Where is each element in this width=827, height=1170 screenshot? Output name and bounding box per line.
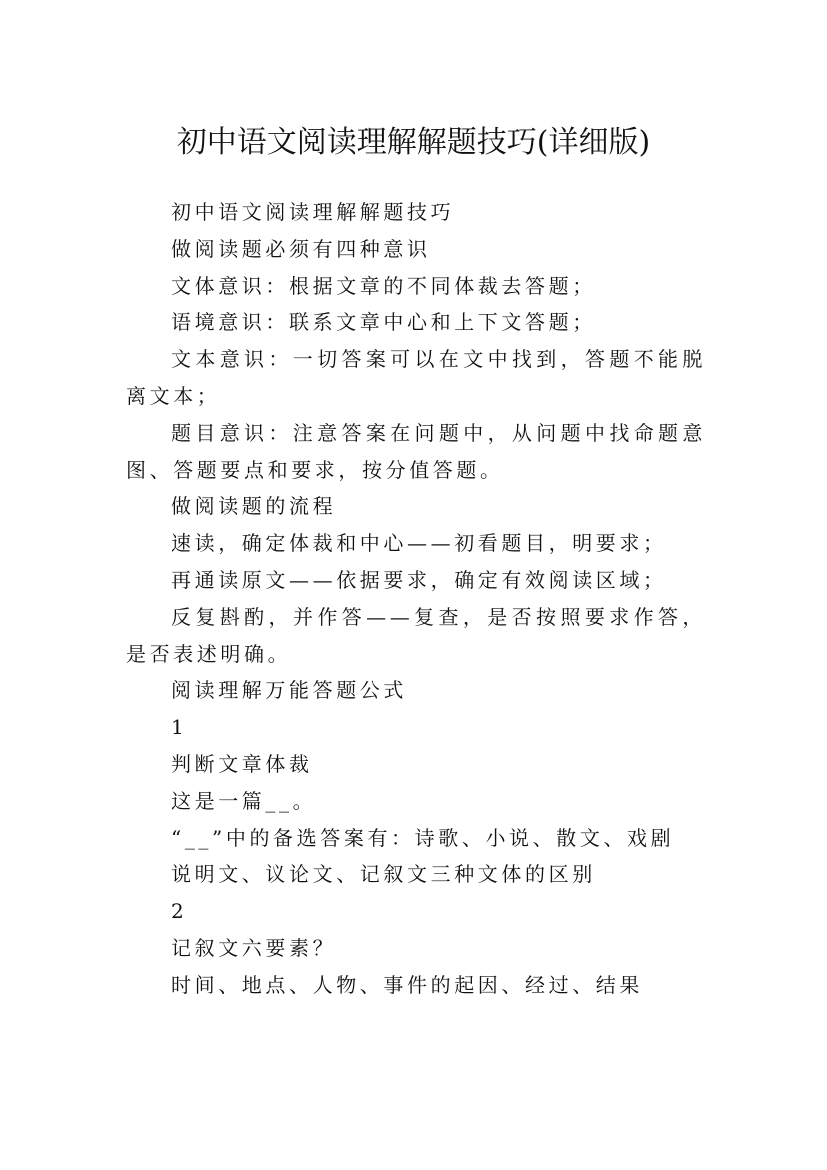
document-title: 初中语文阅读理解解题技巧(详细版) xyxy=(176,125,651,161)
paragraph: 2 xyxy=(171,899,188,924)
paragraph: 1 xyxy=(171,715,188,740)
paragraph: 再通读原文——依据要求，确定有效阅读区域； xyxy=(171,567,667,592)
paragraph: “__”中的备选答案有：诗歌、小说、散文、戏剧 xyxy=(171,825,675,850)
paragraph: 时间、地点、人物、事件的起因、经过、结果 xyxy=(171,972,643,997)
paragraph: 判断文章体裁 xyxy=(171,751,313,776)
paragraph: 这是一篇__。 xyxy=(171,788,317,813)
document-body xyxy=(126,194,706,1004)
paragraph: 说明文、议论文、记叙文三种文体的区别 xyxy=(171,862,596,887)
paragraph: 速读，确定体裁和中心——初看题目，明要求； xyxy=(171,531,667,556)
paragraph: 初中语文阅读理解解题技巧 xyxy=(171,200,455,224)
paragraph: 文本意识：一切答案可以在文中找到，答题不能脱离文本； xyxy=(126,347,706,408)
paragraph: 反复斟酌，并作答——复查，是否按照要求作答，是否表述明确。 xyxy=(126,604,706,666)
paragraph: 阅读理解万能答题公式 xyxy=(171,678,407,703)
paragraph: 题目意识：注意答案在问题中，从问题中找命题意图、答题要点和要求，按分值答题。 xyxy=(126,420,706,482)
paragraph: 做阅读题的流程 xyxy=(171,494,337,519)
paragraph: 记叙文六要素？ xyxy=(171,935,337,960)
paragraph: 文体意识：根据文章的不同体裁去答题； xyxy=(171,273,596,298)
paragraph: 做阅读题必须有四种意识 xyxy=(171,236,431,261)
paragraph: 语境意识：联系文章中心和上下文答题； xyxy=(171,310,596,335)
